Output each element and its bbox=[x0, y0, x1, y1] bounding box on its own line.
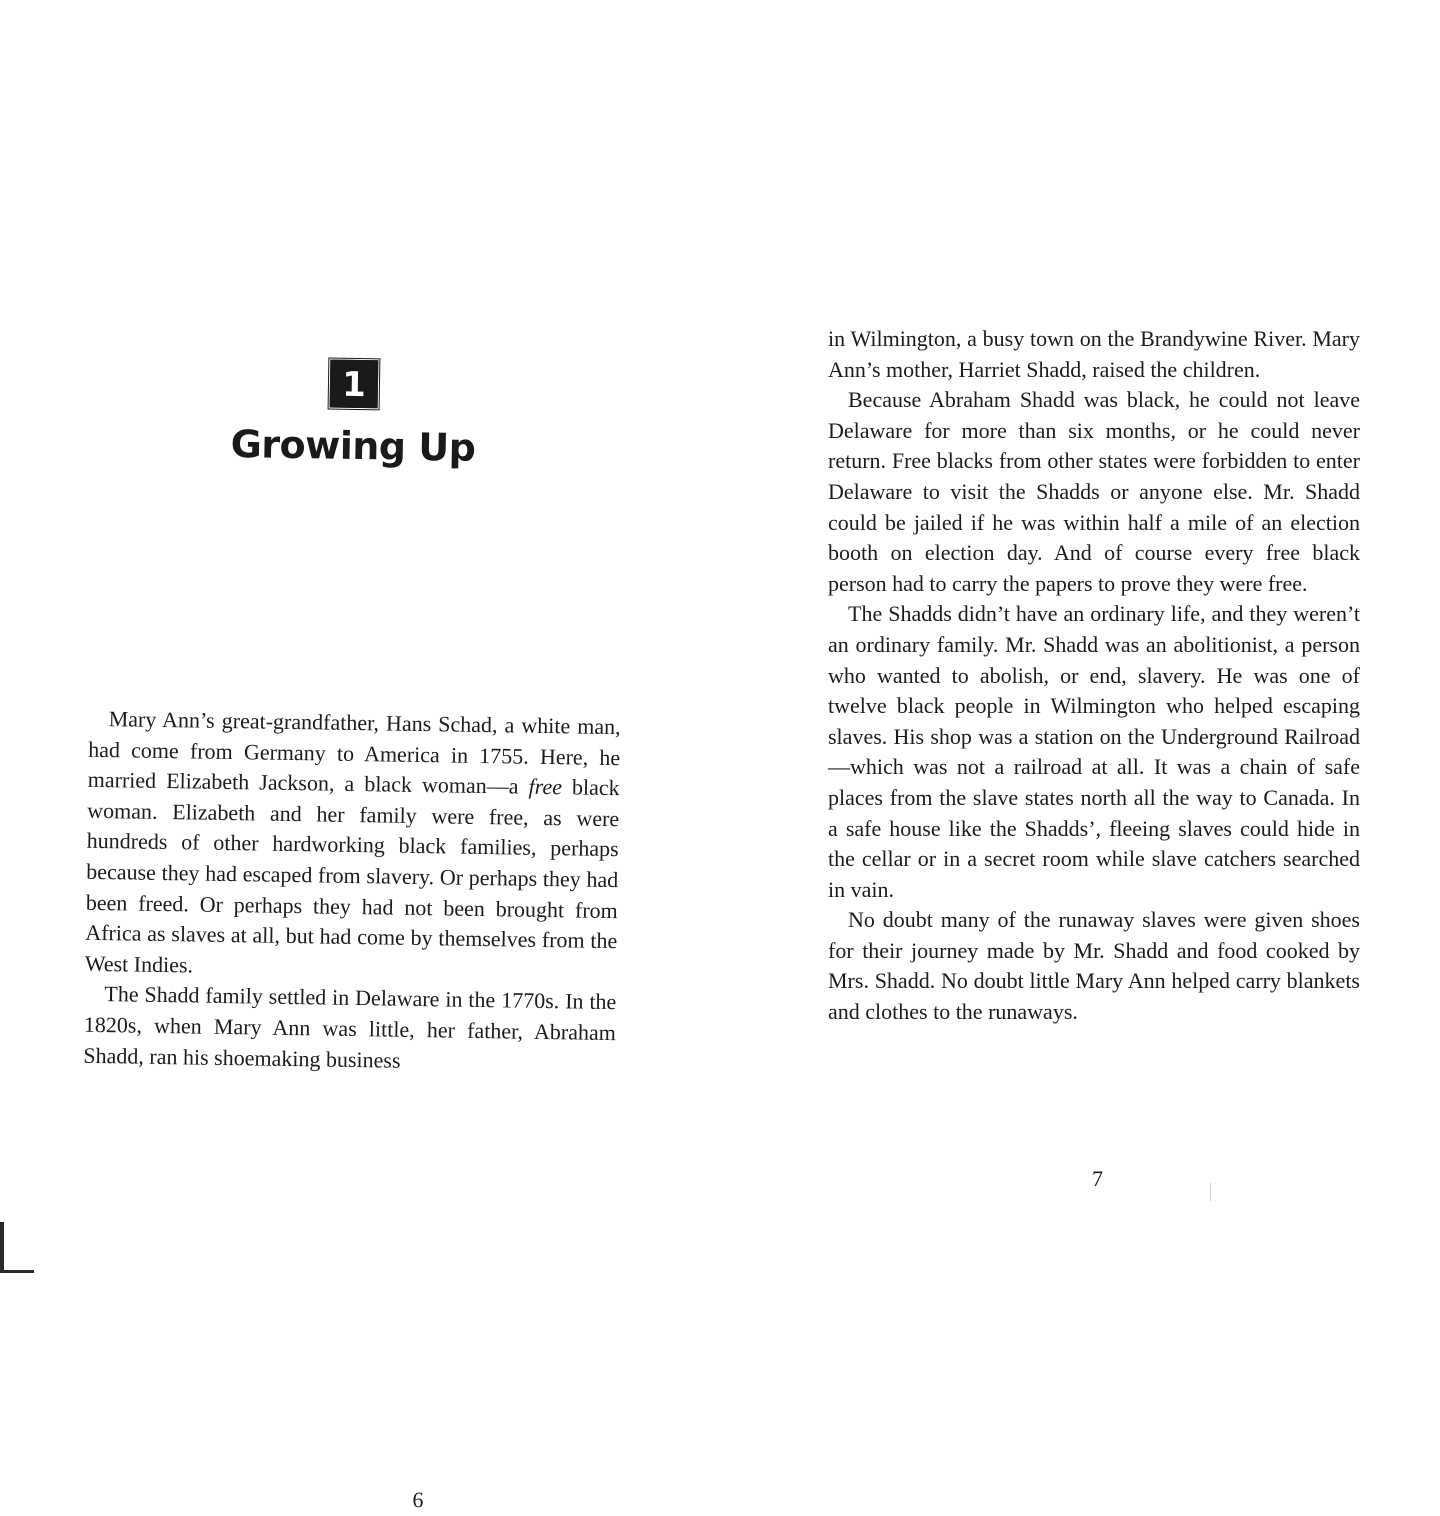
paragraph bbox=[85, 704, 621, 988]
left-page bbox=[81, 296, 631, 1513]
chapter-number-badge: 1 bbox=[330, 360, 379, 409]
paragraph: The Shadd family settled in Delaware in the 1770s. In the 1820s, when Mary Ann was little, her father, Abraham Shadd, ran his shoemaking business bbox=[83, 981, 617, 1073]
page-edge-shadow bbox=[0, 1270, 34, 1273]
left-page-body bbox=[83, 704, 621, 1079]
page-number: 6 bbox=[412, 1486, 424, 1513]
chapter-title: Growing Up bbox=[230, 422, 476, 470]
scan-artifact bbox=[1210, 1183, 1211, 1201]
paragraph: Because Abraham Shadd was black, he could not leave Delaware for more than six months, or he could never return. Free blacks from other states were forbidden to enter Delaware to visit the Shadds or anyone else. Mr. Shadd could be jailed if he was within half a mile of an election booth on election day. And of course every free black person had to carry the papers to prove they were free. bbox=[828, 387, 1360, 596]
text-run: Mary Ann’s great-grandfather, Hans Schad, a white man, had come from Germany to America in 1755. Here, he married Elizabeth Jackson, a black woman—a bbox=[87, 706, 621, 799]
page-number: 7 bbox=[1092, 1166, 1103, 1191]
paragraph-continued: in Wilmington, a busy town on the Brandywine River. Mary Ann’s mother, Harriet Shadd, raised the children. bbox=[828, 326, 1360, 382]
page-edge-shadow bbox=[0, 1222, 4, 1272]
emphasized-word: free bbox=[528, 773, 563, 800]
text-run: black woman. Elizabeth and her family were free, as were hundreds of other hardworking black families, perhaps because they had escaped from slavery. Or perhaps they had been freed. Or perhaps they had not been brought from Africa as slaves at all, but had come by themselves from the West Indies. bbox=[84, 774, 620, 978]
paragraph: No doubt many of the runaway slaves were given shoes for their journey made by Mr. Shadd and food cooked by Mrs. Shadd. No doubt little Mary Ann helped carry blankets and clothes to the runaways. bbox=[828, 907, 1360, 1025]
chapter-heading bbox=[93, 356, 615, 472]
right-page bbox=[828, 320, 1363, 1200]
paragraph: The Shadds didn’t have an ordinary life, and they weren’t an ordinary family. Mr. Shadd was an abolitionist, a person who wanted to abolish, or end, slavery. He was one of twelve black people in Wilmington who helped escaping slaves. His shop was a station on the Underground Railroad—which was not a railroad at all. It was a chain of safe places from the slave states north all the way to Canada. In a safe house like the Shadds’, fleeing slaves could hide in the cellar or in a secret room while slave catchers searched in vain. bbox=[828, 601, 1360, 902]
right-page-body bbox=[828, 324, 1360, 1028]
